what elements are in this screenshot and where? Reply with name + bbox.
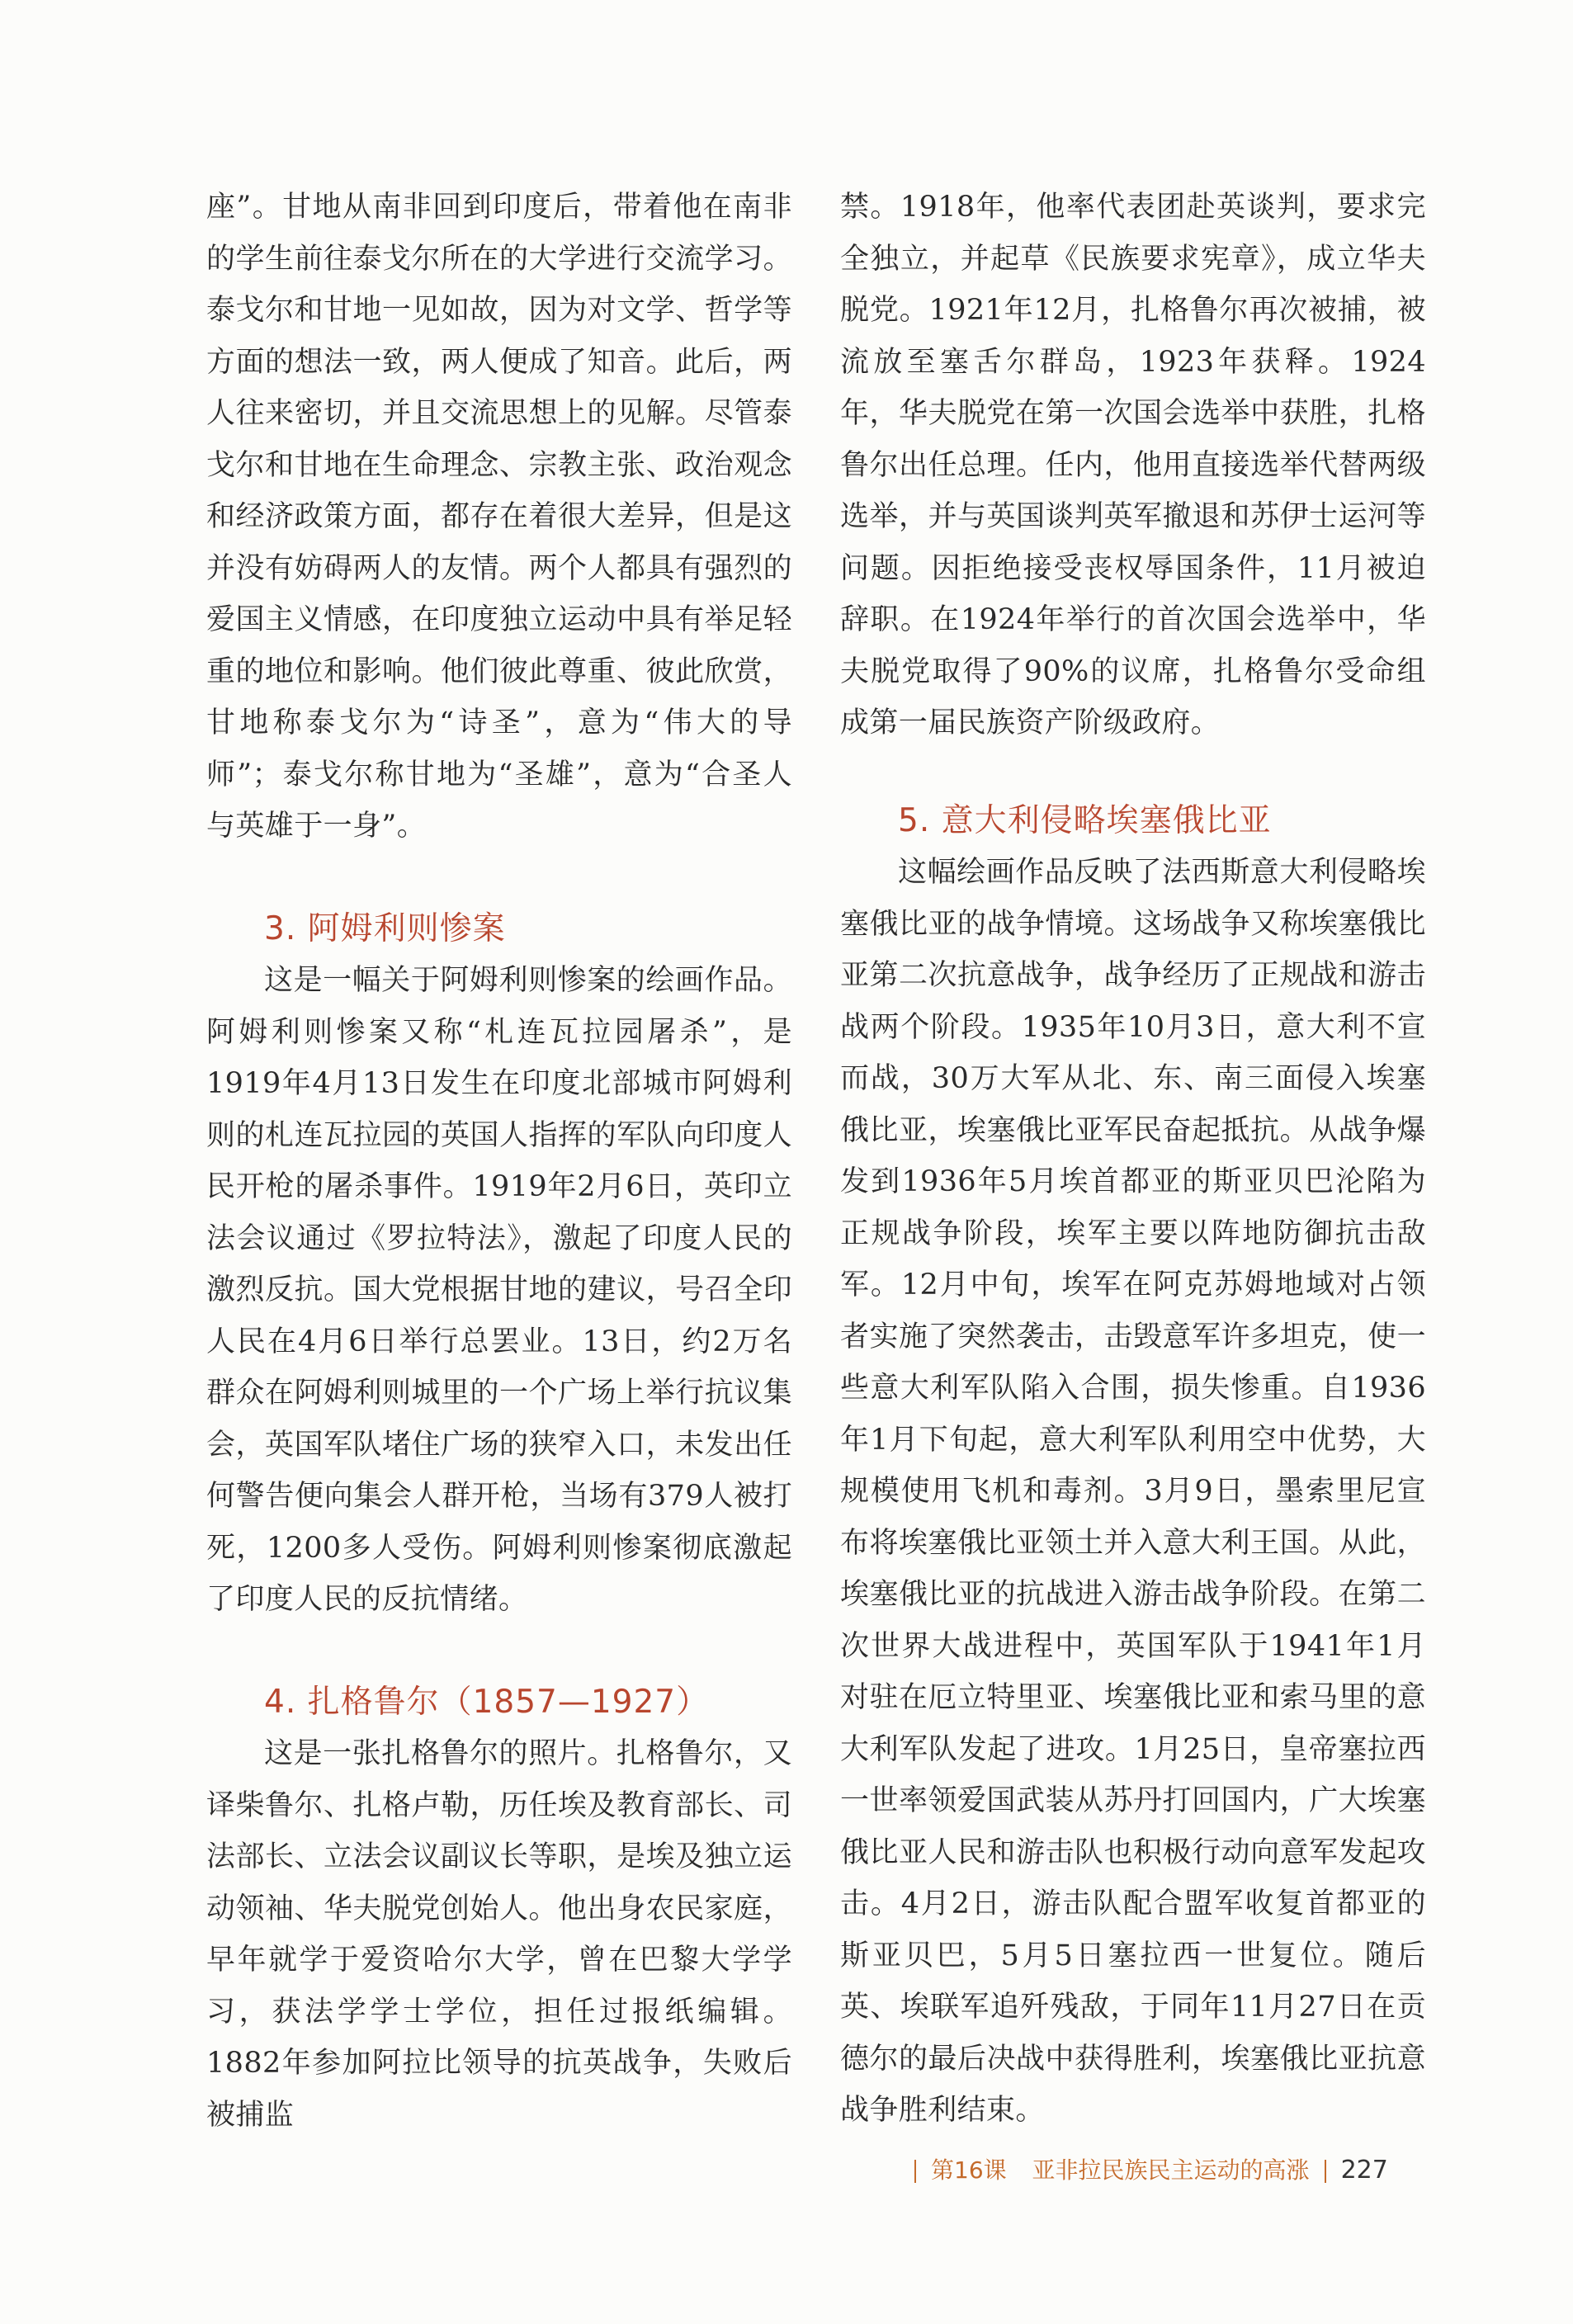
- page-footer: [900, 2150, 1444, 2191]
- right-column: [840, 182, 1426, 2137]
- section-gap: [206, 1626, 792, 1677]
- section-4-continued-paragraph: 禁。1918年，他率代表团赴英谈判，要求完全独立，并起草《民族要求宪章》，成立华夫脱党。1921年12月，扎格鲁尔再次被捕，被流放至塞舌尔群岛，1923年获释。1924年，华夫脱党在第一次国会选举中获胜，扎格鲁尔出任总理。任内，他用直接选举代替两级选举，并与英国谈判英军撤退和苏伊士运河等问题。因拒绝接受丧权辱国条件，11月被迫辞职。在1924年举行的首次国会选举中，华夫脱党取得了90%的议席，扎格鲁尔受命组成第一届民族资产阶级政府。: [840, 191, 1426, 739]
- section-3-paragraph: 这是一幅关于阿姆利则惨案的绘画作品。阿姆利则惨案又称“札连瓦拉园屠杀”，是1919年4月13日发生在印度北部城市阿姆利则的札连瓦拉园的英国人指挥的军队向印度人民开枪的屠杀事件。1919年2月6日，英印立法会议通过《罗拉特法》，激起了印度人民的激烈反抗。国大党根据甘地的建议，号召全印人民在4月6日举行总罢业。13日，约2万名群众在阿姆利则城里的一个广场上举行抗议集会，英国军队堵住广场的狭窄入口，未发出任何警告便向集会人群开枪，当场有379人被打死，1200多人受伤。阿姆利则惨案彻底激起了印度人民的反抗情绪。: [206, 964, 792, 1616]
- footer-lesson-title: 亚非拉民族民主运动的高涨: [1032, 2156, 1310, 2184]
- section-4-heading: 4. 扎格鲁尔（1857—1927）: [264, 1683, 710, 1721]
- section-gap: [206, 853, 792, 904]
- footer-divider: [914, 2160, 916, 2183]
- footer-divider: [1325, 2160, 1326, 2183]
- section-3-heading: 3. 阿姆利则惨案: [264, 909, 506, 947]
- footer-lesson-number: 第16课: [931, 2156, 1007, 2184]
- intro-paragraph: 座”。甘地从南非回到印度后，带着他在南非的学生前往泰戈尔所在的大学进行交流学习。泰戈尔和甘地一见如故，因为对文学、哲学等方面的想法一致，两人便成了知音。此后，两人往来密切，并且交流思想上的见解。尽管泰戈尔和甘地在生命理念、宗教主张、政治观念和经济政策方面，都存在着很大差异，但是这并没有妨碍两人的友情。两个人都具有强烈的爱国主义情感，在印度独立运动中具有举足轻重的地位和影响。他们彼此尊重、彼此欣赏，甘地称泰戈尔为“诗圣”，意为“伟大的导师”；泰戈尔称甘地为“圣雄”，意为“合圣人与英雄于一身”。: [206, 191, 792, 843]
- section-5-heading: 5. 意大利侵略埃塞俄比亚: [898, 801, 1272, 839]
- section-gap: [840, 749, 1426, 796]
- left-column: [206, 182, 792, 2141]
- section-4-paragraph: 这是一张扎格鲁尔的照片。扎格鲁尔，又译柴鲁尔、扎格卢勒，历任埃及教育部长、司法部长、立法会议副议长等职，是埃及独立运动领袖、华夫脱党创始人。他出身农民家庭，早年就学于爱资哈尔大学，曾在巴黎大学学习，获法学学士学位，担任过报纸编辑。1882年参加阿拉比领导的抗英战争，失败后被捕监: [206, 1737, 792, 2132]
- page-number: 227: [1340, 2156, 1388, 2185]
- section-5-paragraph: 这幅绘画作品反映了法西斯意大利侵略埃塞俄比亚的战争情境。这场战争又称埃塞俄比亚第二次抗意战争，战争经历了正规战和游击战两个阶段。1935年10月3日，意大利不宣而战，30万大军从北、东、南三面侵入埃塞俄比亚，埃塞俄比亚军民奋起抵抗。从战争爆发到1936年5月埃首都亚的斯亚贝巴沦陷为正规战争阶段，埃军主要以阵地防御抗击敌军。12月中旬，埃军在阿克苏姆地域对占领者实施了突然袭击，击毁意军许多坦克，使一些意大利军队陷入合围，损失惨重。自1936年1月下旬起，意大利军队利用空中优势，大规模使用飞机和毒剂。3月9日，墨索里尼宣布将埃塞俄比亚领土并入意大利王国。从此，埃塞俄比亚的抗战进入游击战争阶段。在第二次世界大战进程中，英国军队于1941年1月对驻在厄立特里亚、埃塞俄比亚和索马里的意大利军队发起了进攻。1月25日，皇帝塞拉西一世率领爱国武装从苏丹打回国内，广大埃塞俄比亚人民和游击队也积极行动向意军发起攻击。4月2日，游击队配合盟军收复首都亚的斯亚贝巴，5月5日塞拉西一世复位。随后英、埃联军追歼残敌，于同年11月27日在贡德尔的最后决战中获得胜利，埃塞俄比亚抗意战争胜利结束。: [840, 856, 1426, 2127]
